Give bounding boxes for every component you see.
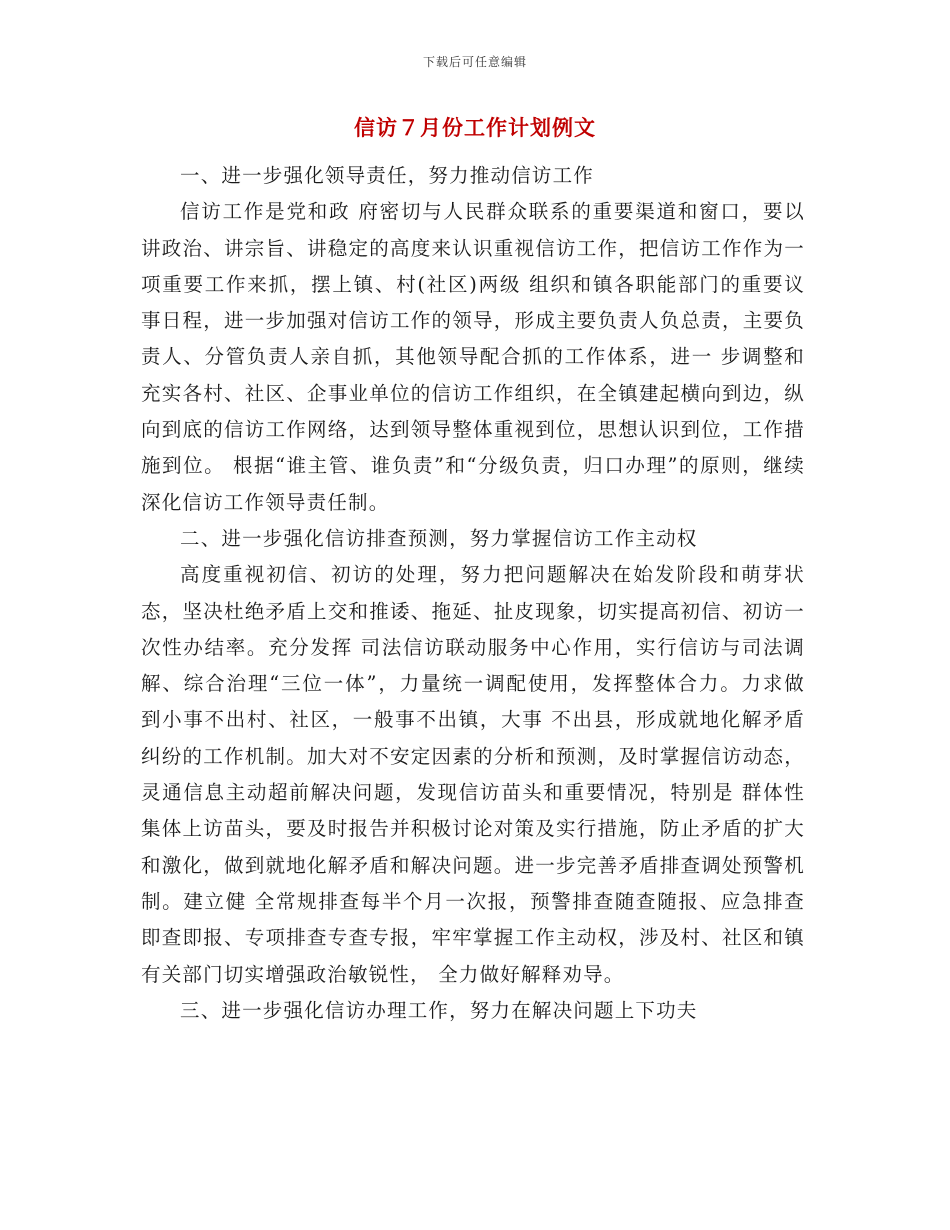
document-body [141,158,805,1029]
section-paragraph-2: 高度重视初信、初访的处理，努力把问题解决在始发阶段和萌芽状态，坚决杜绝矛盾上交和推诿、拖延、扯皮现象，切实提高初信、初访一次性办结率。充分发挥 司法信访联动服务中心作用，实行信访与司法调解、综合治理“三位一体”，力量统一调配使用，发挥整体合力。力求做到小事不出村、社区，一般事不出镇，大事 不出县，形成就地化解矛盾纠纷的工作机制。加大对不安定因素的分析和预测，及时掌握信访动态，灵通信息主动超前解决问题，发现信访苗头和重要情况，特别是 群体性集体上访苗头，要及时报告并积极讨论对策及实行措施，防止矛盾的扩大和激化，做到就地化解矛盾和解决问题。进一步完善矛盾排查调处预警机制。建立健 全常规排查每半个月一次报，预警排查随查随报、应急排查即查即报、专项排查专查专报，牢牢掌握工作主动权，涉及村、社区和镇有关部门切实增强政治敏锐性， 全力做好解释劝导。 [141,563,805,986]
section-paragraph-1: 信访工作是党和政 府密切与人民群众联系的重要渠道和窗口，要以讲政治、讲宗旨、讲稳定的高度来认识重视信访工作，把信访工作作为一项重要工作来抓，摆上镇、村(社区)两级 组织和镇各职能部门的重要议事日程，进一步加强对信访工作的领导，形成主要负责人负总责，主要负责人、分管负责人亲自抓，其他领导配合抓的工作体系，进一 步调整和充实各村、社区、企事业单位的信访工作组织，在全镇建起横向到边，纵向到底的信访工作网络，达到领导整体重视到位，思想认识到位，工作措施到位。 根据“谁主管、谁负责”和“分级负责，归口办理”的原则，继续深化信访工作领导责任制。 [141,200,805,514]
header-note: 下载后可任意编辑 [422,55,527,69]
section-heading-1: 一、进一步强化领导责任，努力推动信访工作 [180,164,595,187]
section-heading-2: 二、进一步强化信访排查预测，努力掌握信访工作主动权 [180,526,698,550]
document-title: 信访７月份工作计划例文 [354,115,596,140]
section-heading-3: 三、进一步强化信访办理工作，努力在解决问题上下功夫 [180,998,698,1022]
